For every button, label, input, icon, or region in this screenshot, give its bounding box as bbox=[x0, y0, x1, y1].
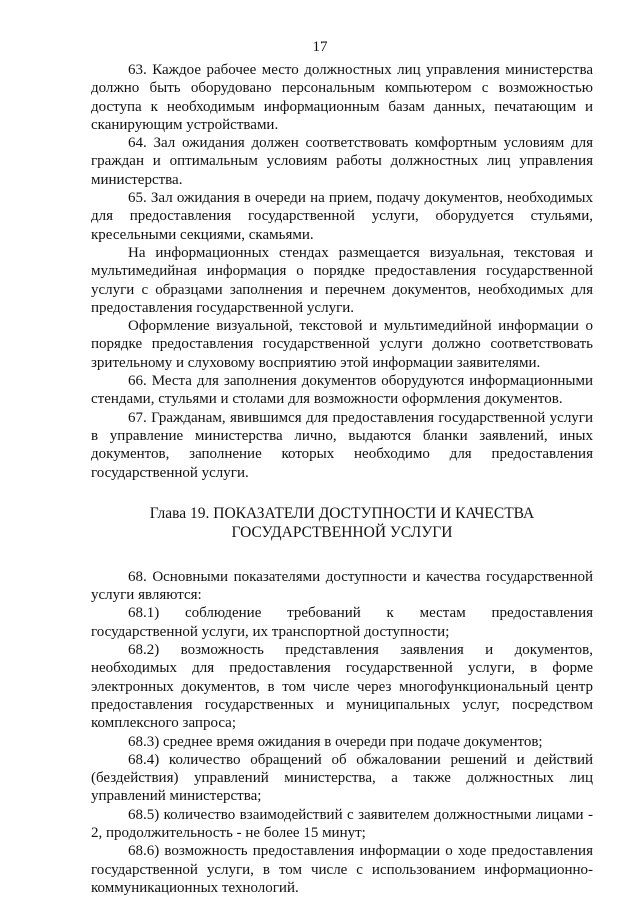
paragraph-68-1: 68.1) соблюдение требований к местам предоставления государственной услуги, их транспортной доступности; bbox=[91, 605, 593, 640]
paragraph-63: 63. Каждое рабочее место должностных лиц управления министерства должно быть оборудовано персональным компьютером с возможностью доступа к необходимым информационным базам данных, печатающим и сканирующим устройствами. bbox=[91, 62, 593, 133]
paragraph-info-design: Оформление визуальной, текстовой и мультимедийной информации о порядке предоставления государственной услуги должно соответствовать зрительному и слуховому восприятию этой информации заявителями. bbox=[91, 318, 593, 371]
paragraph-68-6: 68.6) возможность предоставления информации о ходе предоставления государственной услуги, в том числе с использованием информационно-коммуникационных технологий. bbox=[91, 843, 593, 896]
document-body bbox=[91, 61, 593, 897]
paragraph-66: 66. Места для заполнения документов оборудуются информационными стендами, стульями и столами для возможности оформления документов. bbox=[91, 373, 593, 408]
paragraph-info-stands: На информационных стендах размещается визуальная, текстовая и мультимедийная информация о порядке предоставления государственной услуги с образцами заполнения и перечнем документов, необходимых для предоставления государственной услуги. bbox=[91, 244, 593, 316]
paragraph-68-3: 68.3) среднее время ожидания в очереди при подаче документов; bbox=[128, 733, 543, 750]
paragraph-68-4: 68.4) количество обращений об обжаловании решений и действий (бездействия) управлений министерства, а также должностных лиц управлений министерства; bbox=[91, 751, 593, 805]
page-number: 17 bbox=[312, 39, 328, 55]
chapter-title-line-1: Глава 19. ПОКАЗАТЕЛИ ДОСТУПНОСТИ И КАЧЕСТВА bbox=[149, 504, 535, 522]
paragraph-64: 64. Зал ожидания должен соответствовать комфортным условиям для граждан и оптимальным условиям работы должностных лиц управления министерства. bbox=[91, 135, 593, 188]
paragraph-68: 68. Основными показателями доступности и качества государственной услуги являются: bbox=[91, 568, 593, 604]
paragraph-65: 65. Зал ожидания в очереди на прием, подачу документов, необходимых для предоставления государственной услуги, оборудуется стульями, кресельными секциями, скамьями. bbox=[91, 190, 593, 243]
chapter-title bbox=[91, 504, 593, 542]
paragraph-68-5: 68.5) количество взаимодействий с заявителем должностными лицами - 2, продолжительность - не более 15 минут; bbox=[91, 806, 593, 841]
chapter-title-line-2: ГОСУДАРСТВЕННОЙ УСЛУГИ bbox=[231, 523, 453, 541]
paragraph-67: 67. Гражданам, явившимся для предоставления государственной услуги в управление министерства лично, выдаются бланки заявлений, иных документов, заполнение которых необходимо для предоставления государственной услуги. bbox=[91, 409, 593, 481]
paragraph-68-2: 68.2) возможность представления заявления и документов, необходимых для предоставления государственной услуги, в форме электронных документов, в том числе через многофункциональный центр предоставления государственных и муниципальных услуг, посредством комплексного запроса; bbox=[91, 642, 593, 732]
